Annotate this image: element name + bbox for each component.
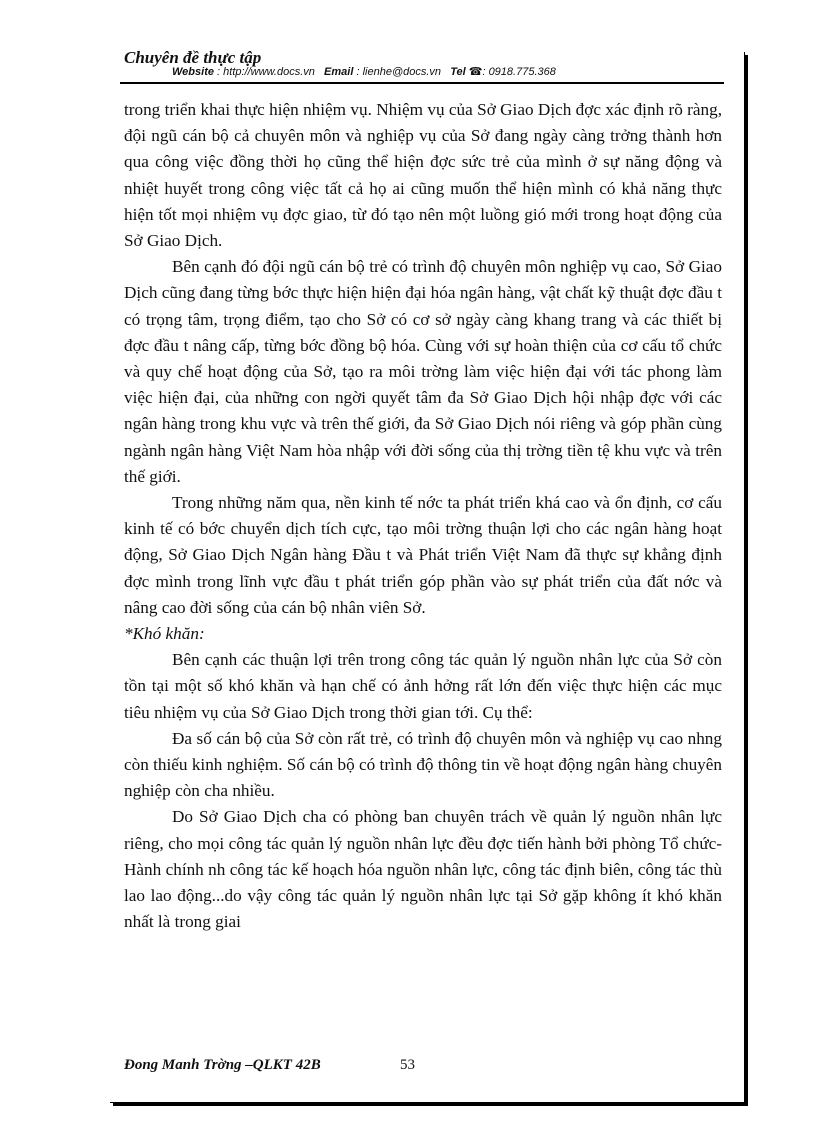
page-header <box>124 48 724 78</box>
paragraph-1: trong triển khai thực hiện nhiệm vụ. Nhiệm vụ của Sở Giao Dịch đợc xác định rõ ràng, đội ngũ cán bộ cả chuyên môn và nghiệp vụ của Sở đang ngày càng trởng thành hơn qua công việc đồng thời họ cũng thể hiện đợc sức trẻ của mình ở sự năng động và nhiệt huyết trong công việc tất cả họ ai cũng muốn thể hiện mình có khả năng thực hiện tốt mọi nhiệm vụ đợc giao, từ đó tạo nên một luồng gió mới trong hoạt động của Sở Giao Dịch. <box>124 100 722 251</box>
header-contact <box>172 65 556 79</box>
tel-value: : 0918.775.368 <box>482 66 556 78</box>
header-title: Chuyên đề thực tập <box>124 48 262 67</box>
email-value: : lienhe@docs.vn <box>356 66 442 78</box>
website-label: Website <box>172 66 214 78</box>
paragraph-4: Bên cạnh các thuận lợi trên trong công tác quản lý nguồn nhân lực của Sở còn tồn tại một số khó khăn và hạn chế có ảnh hởng rất lớn đến việc thực hiện các mục tiêu nhiệm vụ của Sở Giao Dịch trong thời gian tới. Cụ thể: <box>124 650 722 722</box>
body-text <box>124 97 722 936</box>
page-footer <box>124 1057 724 1074</box>
paragraph-5: Đa số cán bộ của Sở còn rất trẻ, có trình độ chuyên môn và nghiệp vụ cao nhng còn thiếu kinh nghiệm. Số cán bộ có trình độ thông tin về hoạt động ngân hàng chuyên nghiệp còn cha nhiều. <box>124 728 722 801</box>
page-number: 53 <box>400 1057 415 1073</box>
paragraph-3: Trong những năm qua, nền kinh tế nớc ta phát triển khá cao và ổn định, cơ cấu kinh tế có bớc chuyển dịch tích cực, tạo môi trờng thuận lợi cho các ngân hàng hoạt động, Sở Giao Dịch Ngân hàng Đầu t và Phát triển Việt Nam đã thực sự khẳng định đợc mình trong lĩnh vực đầu t phát triển góp phần vào sự phát triển của đất nớc và nâng cao đời sống của cán bộ nhân viên Sở. <box>124 493 722 617</box>
paragraph-2: Bên cạnh đó đội ngũ cán bộ trẻ có trình độ chuyên môn nghiệp vụ cao, Sở Giao Dịch cũng đang từng bớc thực hiện hiện đại hóa ngân hàng, vật chất kỹ thuật đợc đầu t có trọng tâm, trọng điểm, tạo cho Sở có cơ sở ngày càng khang trang và các thiết bị đợc đầu t nâng cấp, từng bớc đồng bộ hóa. Cùng với sự hoàn thiện của cơ cấu tổ chức và quy chế hoạt động của Sở, tạo ra môi trờng làm việc hiện đại với tác phong làm việc hiện đại, của những con ngời quyết tâm đa Sở Giao Dịch hội nhập đợc với các ngân hàng trong khu vực và trên thế giới, đa Sở Giao Dịch nói riêng và góp phần cùng ngành ngân hàng Việt Nam hòa nhập với đời sống của thị trờng tiền tệ khu vực và trên thế giới. <box>124 257 722 486</box>
header-rule <box>120 82 724 84</box>
email-label: Email <box>324 66 354 78</box>
footer-author: Đong Manh Trờng –QLKT 42B <box>124 1057 321 1073</box>
subheading-difficulties: *Khó khăn: <box>124 624 205 644</box>
website-value: : http://www.docs.vn <box>217 66 315 78</box>
phone-icon: ☎ <box>468 66 483 78</box>
tel-label: Tel <box>450 66 466 78</box>
paragraph-6: Do Sở Giao Dịch cha có phòng ban chuyên trách về quản lý nguồn nhân lực riêng, cho mọi công tác quản lý nguồn nhân lực đều đợc tiến hành bởi phòng Tổ chức-Hành chính nh công tác kế hoạch hóa nguồn nhân lực, công tác định biên, công tác thù lao lao động...do vậy công tác quản lý nguồn nhân lực tại Sở gặp không ít khó khăn nhất là trong giai <box>124 807 722 932</box>
